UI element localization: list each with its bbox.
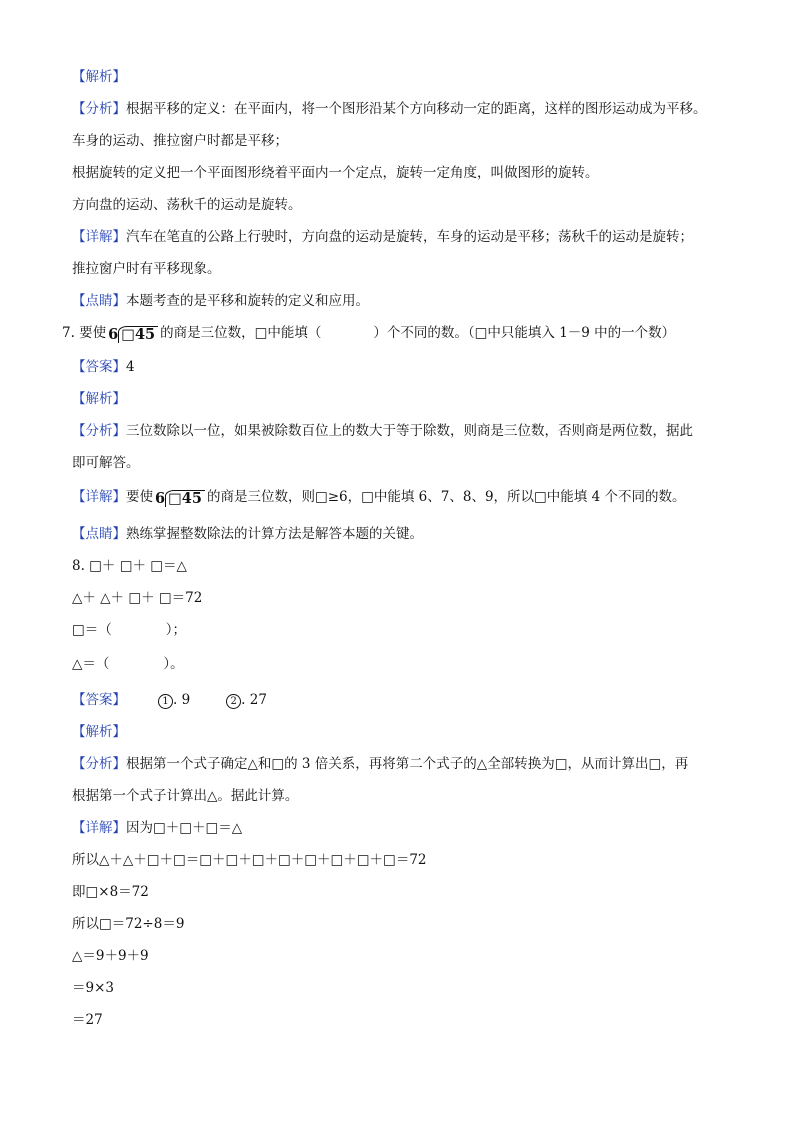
dividend [118,326,158,343]
fenxi-tag: 【分析】 [72,101,126,117]
q8-answer-line [72,691,267,709]
dividend-box: □ [168,490,182,507]
q8-eq2: △＋ △＋ □＋ □＝72 [72,590,203,606]
q8-step: 所以□＝72÷8＝9 [72,916,185,932]
q8-analysis-heading [72,723,126,741]
analysis-heading [72,68,126,86]
dianjing-tag: 【点睛】 [72,293,126,309]
q6-dianjing-line [72,292,369,310]
q8-step: 即□×8＝72 [72,884,149,900]
xiangjie-text: 汽车在笔直的公路上行驶时，方向盘的运动是旋转，车身的运动是平移；荡秋千的运动是旋转； [126,229,693,245]
long-division-expression [108,326,158,344]
xiangjie-text: 因为□＋□＋□＝△ [126,820,243,836]
q6-xiangjie-line [72,228,693,246]
q6-line4: 方向盘的运动、荡秋千的运动是旋转。 [72,197,302,213]
fenxi-text: 根据平移的定义：在平面内，将一个图形沿某个方向移动一定的距离，这样的图形运动成为平移。 [126,101,707,117]
q8-eq1: 8. □＋ □＋ □＝△ [72,558,187,574]
dividend-box: □ [121,326,135,343]
q8-xiangjie-line [72,819,242,837]
q7-xiangjie-line [72,488,685,508]
divisor: 6 [108,326,119,343]
answer-tag: 【答案】 [72,692,126,708]
analysis-tag: 【解析】 [72,724,126,740]
q8-blank2: △＝（ ）。 [72,656,184,672]
xiangjie-tag: 【详解】 [72,489,126,505]
q7-number: 7. 要使 [62,325,107,341]
q8-step: ＝27 [72,1012,103,1028]
q8-fenxi-line [72,755,688,773]
q6-xiangjie-cont: 推拉窗户时有平移现象。 [72,261,221,277]
q6-line2: 车身的运动、推拉窗户时都是平移； [72,133,288,149]
dianjing-text: 本题考查的是平移和旋转的定义和应用。 [126,293,369,309]
answer-tag: 【答案】 [72,359,126,375]
divisor: 6 [155,490,166,507]
answer-2-circle: 2 [226,694,241,709]
q8-step: △＝9＋9＋9 [72,948,149,964]
dianjing-tag: 【点睛】 [72,526,126,542]
answer-2: . 27 [241,692,267,708]
q8-blank1: □＝（ ）； [72,622,187,638]
answer-1: . 9 [173,692,191,708]
fenxi-text: 根据第一个式子确定△和□的 3 倍关系，再将第二个式子的△全部转换为□，从而计算出□，再 [126,756,689,772]
fenxi-text: 三位数除以一位，如果被除数百位上的数大于等于除数，则商是三位数，否则商是两位数，据此 [126,423,693,439]
q7-fenxi-line [72,422,693,440]
q7-answer-line [72,358,135,376]
analysis-tag: 【解析】 [72,391,126,407]
answer-1-circle: 1 [158,694,173,709]
q7-answer: 4 [126,359,135,375]
analysis-tag: 【解析】 [72,69,126,85]
q8-fenxi-cont: 根据第一个式子计算出△。据此计算。 [72,788,299,804]
xiangjie-text: 的商是三位数，则□≥6，□中能填 6、7、8、9，所以□中能填 4 个不同的数。 [206,489,686,505]
q6-fenxi-line [72,100,707,118]
q8-step: 所以△＋△＋□＋□＝□＋□＋□＋□＋□＋□＋□＋□＝72 [72,852,427,868]
fenxi-tag: 【分析】 [72,423,126,439]
xiangjie-tag: 【详解】 [72,229,126,245]
q8-step: ＝9×3 [72,980,114,996]
q7-dianjing-line [72,525,423,543]
dividend-digits: 45 [181,490,202,507]
q7-stem-text: 的商是三位数，□中能填（ [160,325,322,341]
xiangjie-tag: 【详解】 [72,820,126,836]
q7-stem-end: ）个不同的数。（□中只能填入 1－9 中的一个数） [373,325,676,341]
q7-stem [62,324,675,344]
q7-fenxi-cont: 即可解答。 [72,455,140,471]
dianjing-text: 熟练掌握整数除法的计算方法是解答本题的关键。 [126,526,423,542]
dividend [165,490,205,507]
fenxi-tag: 【分析】 [72,756,126,772]
dividend-digits: 45 [134,326,156,343]
q7-analysis-heading [72,390,126,408]
xiangjie-pre: 要使 [126,489,153,505]
q6-line3: 根据旋转的定义把一个平面图形绕着平面内一个定点，旋转一定角度，叫做图形的旋转。 [72,165,599,181]
long-division-expression [155,490,205,508]
